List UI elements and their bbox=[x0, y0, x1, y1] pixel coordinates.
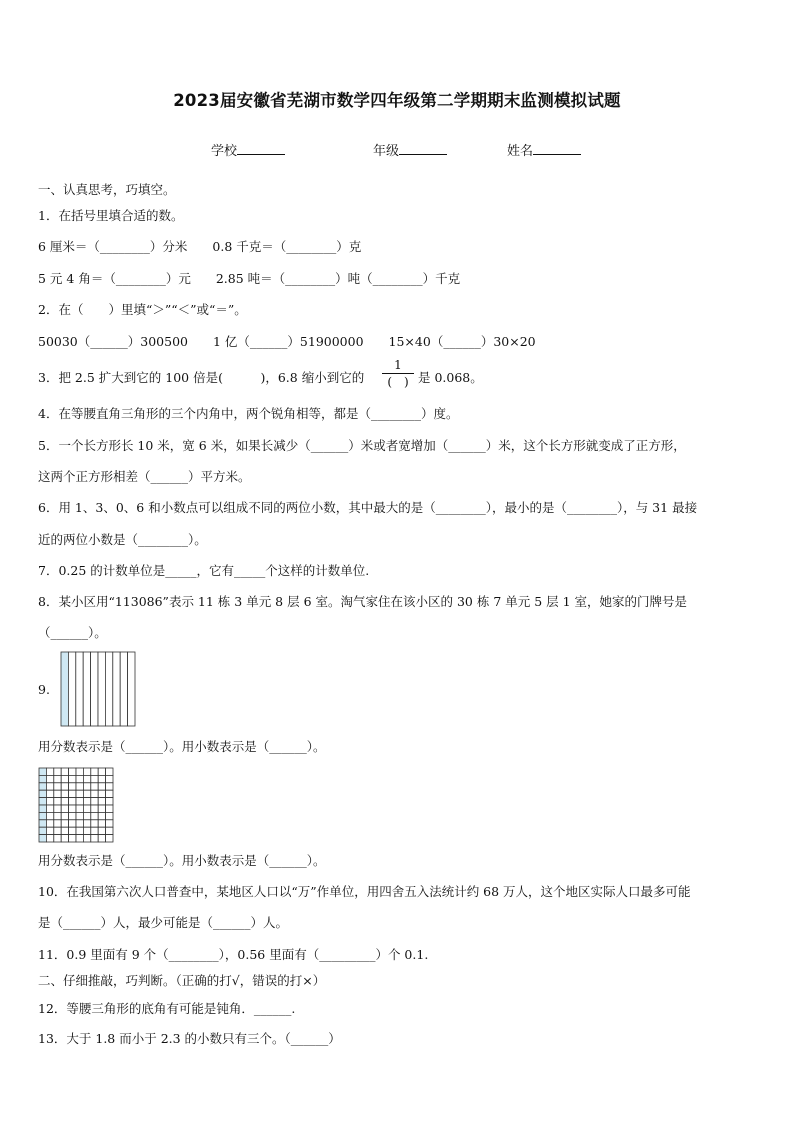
grid-cell bbox=[54, 827, 61, 834]
shaded-cell bbox=[39, 805, 46, 812]
grid-cell bbox=[69, 783, 76, 790]
question-9b: 用分数表示是（______）。用小数表示是（______）。 bbox=[38, 853, 326, 868]
grid-cell bbox=[91, 827, 98, 834]
grid-cell bbox=[76, 835, 83, 842]
grid-cell bbox=[46, 835, 53, 842]
grid-cell bbox=[83, 775, 90, 782]
shaded-cell bbox=[39, 798, 46, 805]
question-10a: 10．在我国第六次人口普查中，某地区人口以“万”作单位，用四舍五入法统计约 68 万人，这个地区实际人口最多可能 bbox=[38, 884, 691, 899]
name-field[interactable] bbox=[507, 140, 581, 159]
grid-cell bbox=[98, 798, 105, 805]
unshaded-part bbox=[113, 652, 120, 726]
grid-cell bbox=[76, 805, 83, 812]
question-2: 2．在（ ）里填“＞”“＜”或“＝”。 bbox=[38, 302, 247, 317]
grid-cell bbox=[83, 820, 90, 827]
question-3-end: 是 0.068。 bbox=[418, 370, 483, 385]
question-1b: 5 元 4 角＝（________）元 2.85 吨＝（________）吨（________）千克 bbox=[38, 271, 461, 286]
shaded-cell bbox=[39, 790, 46, 797]
grid-cell bbox=[98, 820, 105, 827]
grid-cell bbox=[98, 783, 105, 790]
grid-cell bbox=[91, 805, 98, 812]
grid-cell bbox=[76, 783, 83, 790]
section-2-heading: 二、仔细推敲，巧判断。（正确的打√，错误的打×） bbox=[38, 973, 326, 988]
grid-cell bbox=[61, 812, 68, 819]
question-12: 12．等腰三角形的底角有可能是钝角．______. bbox=[38, 1001, 296, 1016]
grid-cell bbox=[61, 783, 68, 790]
grid-cell bbox=[54, 783, 61, 790]
grid-cell bbox=[106, 805, 113, 812]
grid-cell bbox=[98, 768, 105, 775]
unshaded-part bbox=[98, 652, 105, 726]
grid-cell bbox=[98, 790, 105, 797]
grid-cell bbox=[98, 775, 105, 782]
grid-cell bbox=[98, 827, 105, 834]
grid-cell bbox=[76, 812, 83, 819]
unshaded-part bbox=[68, 652, 75, 726]
shaded-part bbox=[61, 652, 68, 726]
grid-cell bbox=[98, 835, 105, 842]
grid-cell bbox=[69, 835, 76, 842]
hundredths-grid-figure bbox=[38, 767, 114, 843]
grid-cell bbox=[91, 783, 98, 790]
grade-field[interactable] bbox=[373, 140, 447, 159]
grid-cell bbox=[91, 768, 98, 775]
section-1-heading: 一、认真思考，巧填空。 bbox=[38, 182, 176, 197]
grid-cell bbox=[106, 798, 113, 805]
grid-cell bbox=[69, 820, 76, 827]
grid-cell bbox=[69, 790, 76, 797]
question-13: 13．大于 1.8 而小于 2.3 的小数只有三个。（______） bbox=[38, 1031, 341, 1046]
grid-cell bbox=[61, 775, 68, 782]
question-2a: 50030（______）300500 1 亿（______）51900000 15×40（______）30×20 bbox=[38, 334, 536, 349]
grid-cell bbox=[91, 790, 98, 797]
grid-cell bbox=[83, 783, 90, 790]
grid-cell bbox=[106, 768, 113, 775]
shaded-cell bbox=[39, 783, 46, 790]
grid-cell bbox=[46, 768, 53, 775]
question-10b: 是（______）人，最少可能是（______）人。 bbox=[38, 915, 289, 930]
grid-cell bbox=[69, 775, 76, 782]
shaded-cell bbox=[39, 827, 46, 834]
fraction-denominator: ( ) bbox=[387, 375, 409, 389]
school-field[interactable] bbox=[211, 140, 285, 159]
grid-cell bbox=[83, 805, 90, 812]
grid-cell bbox=[69, 768, 76, 775]
question-9-number: 9. bbox=[38, 682, 50, 697]
grid-cell bbox=[106, 790, 113, 797]
grid-cell bbox=[61, 790, 68, 797]
grade-label: 年级 bbox=[373, 144, 400, 159]
grid-cell bbox=[69, 827, 76, 834]
question-6b: 近的两位小数是（________）。 bbox=[38, 532, 207, 547]
grid-cell bbox=[106, 775, 113, 782]
grid-cell bbox=[106, 783, 113, 790]
grid-cell bbox=[76, 820, 83, 827]
shaded-cell bbox=[39, 812, 46, 819]
question-4: 4．在等腰直角三角形的三个内角中，两个锐角相等，都是（________）度。 bbox=[38, 406, 459, 421]
question-8b: （______）。 bbox=[38, 625, 107, 640]
grid-cell bbox=[54, 805, 61, 812]
grid-cell bbox=[69, 812, 76, 819]
grid-cell bbox=[106, 835, 113, 842]
grid-cell bbox=[54, 820, 61, 827]
grid-cell bbox=[83, 812, 90, 819]
grid-cell bbox=[106, 812, 113, 819]
grid-cell bbox=[61, 827, 68, 834]
grid-cell bbox=[76, 768, 83, 775]
question-8a: 8．某小区用“113086”表示 11 栋 3 单元 8 层 6 室。淘气家住在该小区的 30 栋 7 单元 5 层 1 室，她家的门牌号是 bbox=[38, 594, 688, 609]
fraction-numerator: 1 bbox=[394, 358, 402, 372]
grid-cell bbox=[54, 790, 61, 797]
question-1: 1．在括号里填合适的数。 bbox=[38, 208, 184, 223]
grid-cell bbox=[83, 790, 90, 797]
question-3-start: 3．把 2.5 扩大到它的 100 倍是( )，6.8 缩小到它的 bbox=[38, 370, 365, 385]
grid-cell bbox=[91, 835, 98, 842]
grid-cell bbox=[83, 827, 90, 834]
unshaded-part bbox=[91, 652, 98, 726]
fraction bbox=[382, 358, 414, 389]
grid-cell bbox=[91, 798, 98, 805]
grid-cell bbox=[98, 805, 105, 812]
grid-cell bbox=[83, 798, 90, 805]
shaded-cell bbox=[39, 835, 46, 842]
school-label: 学校 bbox=[211, 144, 238, 159]
grid-cell bbox=[91, 812, 98, 819]
unshaded-part bbox=[128, 652, 135, 726]
name-label: 姓名 bbox=[507, 144, 534, 159]
unshaded-part bbox=[105, 652, 112, 726]
grid-cell bbox=[46, 805, 53, 812]
question-9a: 用分数表示是（______）。用小数表示是（______）。 bbox=[38, 739, 326, 754]
grid-cell bbox=[54, 798, 61, 805]
grid-cell bbox=[76, 775, 83, 782]
shaded-cell bbox=[39, 775, 46, 782]
grid-cell bbox=[46, 820, 53, 827]
grid-cell bbox=[46, 783, 53, 790]
shaded-cell bbox=[39, 768, 46, 775]
grid-cell bbox=[54, 768, 61, 775]
grid-cell bbox=[106, 827, 113, 834]
grid-cell bbox=[54, 812, 61, 819]
grid-cell bbox=[76, 798, 83, 805]
grid-cell bbox=[61, 805, 68, 812]
grid-cell bbox=[76, 827, 83, 834]
question-1a: 6 厘米＝（________）分米 0.8 千克＝（________）克 bbox=[38, 239, 362, 254]
grid-cell bbox=[106, 820, 113, 827]
unshaded-part bbox=[83, 652, 90, 726]
grid-cell bbox=[46, 827, 53, 834]
question-11: 11．0.9 里面有 9 个（________），0.56 里面有（_________）个 0.1. bbox=[38, 947, 429, 962]
grid-cell bbox=[46, 775, 53, 782]
grid-cell bbox=[76, 790, 83, 797]
grid-cell bbox=[91, 820, 98, 827]
grid-cell bbox=[61, 768, 68, 775]
grid-cell bbox=[54, 775, 61, 782]
grid-cell bbox=[46, 798, 53, 805]
grid-cell bbox=[46, 790, 53, 797]
grid-cell bbox=[61, 835, 68, 842]
grid-cell bbox=[83, 835, 90, 842]
question-5b: 这两个正方形相差（______）平方米。 bbox=[38, 469, 251, 484]
question-7: 7．0.25 的计数单位是_____，它有_____个这样的计数单位. bbox=[38, 563, 370, 578]
tenths-figure bbox=[60, 651, 136, 727]
question-6a: 6．用 1、3、0、6 和小数点可以组成不同的两位小数，其中最大的是（________），最小的是（________），与 31 最接 bbox=[38, 500, 698, 515]
grid-cell bbox=[61, 820, 68, 827]
question-5a: 5．一个长方形长 10 米，宽 6 米，如果长减少（______）米或者宽增加（______）米，这个长方形就变成了正方形， bbox=[38, 438, 686, 453]
exam-title: 2023届安徽省芜湖市数学四年级第二学期期末监测模拟试题 bbox=[173, 91, 621, 110]
grid-cell bbox=[61, 798, 68, 805]
shaded-cell bbox=[39, 820, 46, 827]
grid-cell bbox=[69, 798, 76, 805]
grid-cell bbox=[98, 812, 105, 819]
grid-cell bbox=[83, 768, 90, 775]
unshaded-part bbox=[76, 652, 83, 726]
grid-cell bbox=[54, 835, 61, 842]
grid-cell bbox=[46, 812, 53, 819]
grid-cell bbox=[69, 805, 76, 812]
grid-cell bbox=[91, 775, 98, 782]
unshaded-part bbox=[120, 652, 127, 726]
